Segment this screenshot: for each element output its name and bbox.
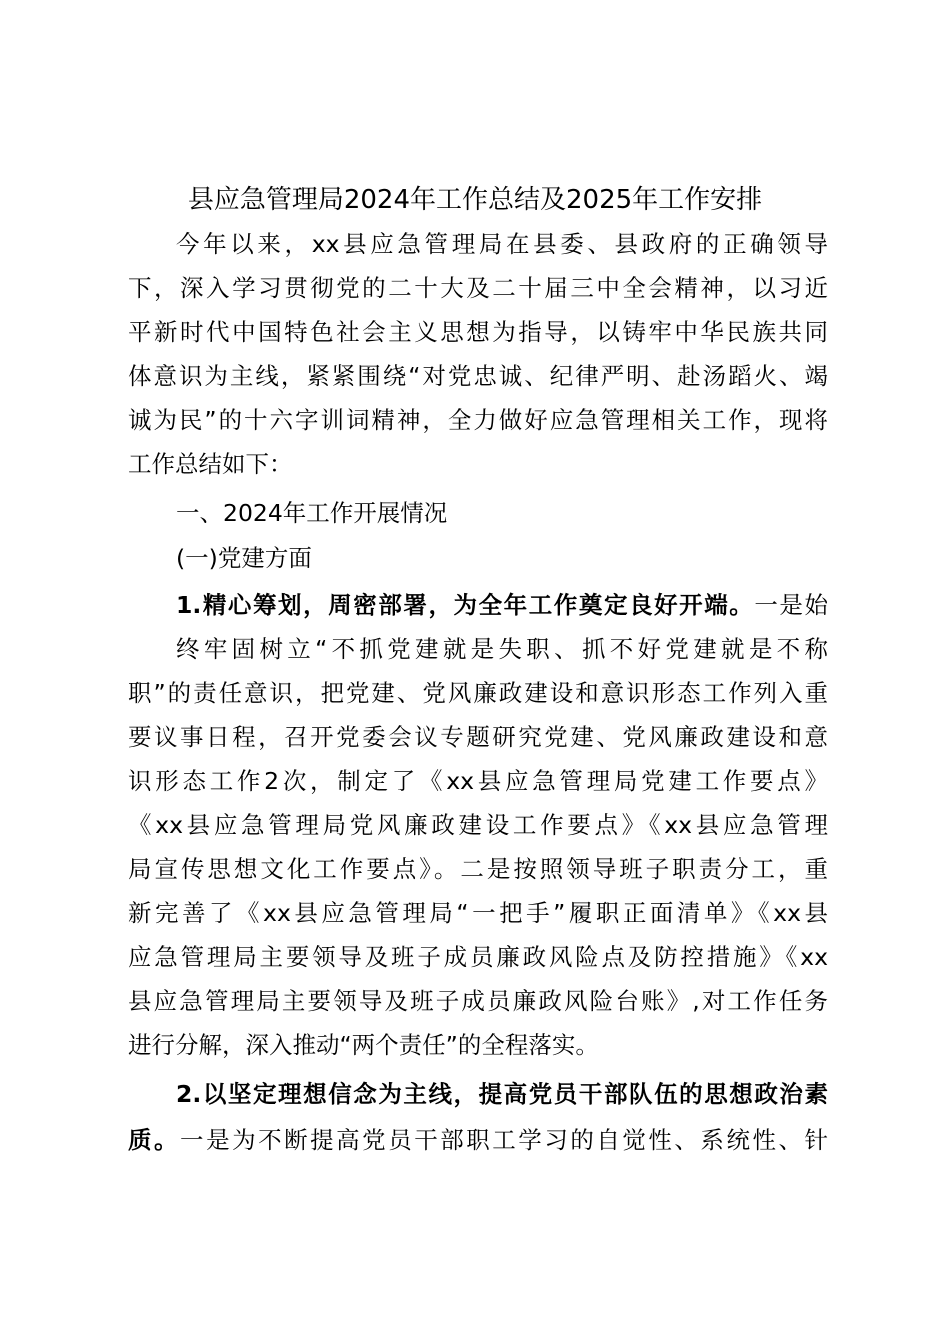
item-line: 《xx县应急管理局党风廉政建设工作要点》《xx县应急管理: [128, 811, 828, 839]
item-text: 一是为不断提高党员干部职工学习的自觉性、系统性、针: [180, 1126, 829, 1154]
intro-line: 下，深入学习贯彻党的二十大及二十届三中全会精神，以习近: [128, 274, 828, 302]
item-line: 要议事日程，召开党委会议专题研究党建、党风廉政建设和意: [128, 723, 828, 751]
subsection-heading: (一)党建方面: [176, 544, 312, 572]
item-heading: 2.以坚定理想信念为主线，提高党员干部队伍的思想政治素: [176, 1080, 828, 1108]
intro-line: 平新时代中国特色社会主义思想为指导，以铸牢中华民族共同: [128, 318, 828, 346]
item-line: [128, 1118, 828, 1162]
item-heading: 1.精心筹划，周密部署，为全年工作奠定良好开端。: [176, 591, 755, 619]
item-text: 一是始: [754, 591, 828, 619]
intro-line: 体意识为主线，紧紧围绕“对党忠诚、纪律严明、赴汤蹈火、竭: [128, 362, 828, 390]
item-line: 识形态工作2次，制定了《xx县应急管理局党建工作要点》: [128, 767, 828, 795]
item-line: 县应急管理局主要领导及班子成员廉政风险台账》,对工作任务: [128, 987, 828, 1015]
intro-line: 工作总结如下：: [128, 450, 293, 478]
document-title: 县应急管理局2024年工作总结及2025年工作安排: [187, 185, 763, 215]
item-line: 局宣传思想文化工作要点》。二是按照领导班子职责分工，重: [128, 855, 828, 883]
item-line: 新完善了《xx县应急管理局“一把手”履职正面清单》《xx县: [128, 899, 828, 927]
section-heading: 一、2024年工作开展情况: [176, 499, 448, 527]
item-first-line: [176, 583, 828, 627]
item-line: 终牢固树立“不抓党建就是失职、抓不好党建就是不称: [176, 635, 828, 663]
intro-line: 诚为民”的十六字训词精神，全力做好应急管理相关工作，现将: [128, 406, 828, 434]
intro-line: 今年以来，xx县应急管理局在县委、县政府的正确领导: [176, 230, 828, 258]
item-line: 应急管理局主要领导及班子成员廉政风险点及防控措施》《xx: [128, 943, 828, 971]
item-heading-end: 质。: [128, 1126, 181, 1154]
item-line: 职”的责任意识，把党建、党风廉政建设和意识形态工作列入重: [128, 679, 828, 707]
item-line: 进行分解，深入推动“两个责任”的全程落实。: [128, 1031, 599, 1059]
